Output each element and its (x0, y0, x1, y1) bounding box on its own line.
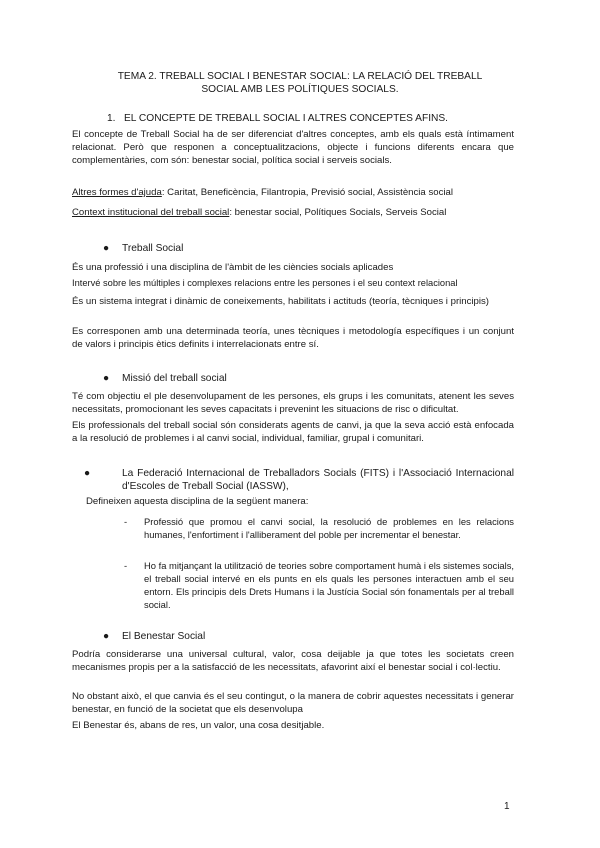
bullet-marker: ● (103, 373, 110, 384)
benestar-p1: Podría considerarse una universal cultural, valor, cosa deijable ja que totes les societats creen mecanismes propis per a la satisfacció de les necessitats, afavorint així el benestar social i col·lectiu. (72, 649, 514, 673)
bullet-title: La Federació Internacional de Treballadors Socials (FITS) i l'Associació Internacional d'Escoles de Treball Social (IASSW), (122, 468, 514, 492)
bullet-text (84, 467, 514, 493)
bullet-marker: ● (84, 468, 91, 479)
bullet-treball-social (103, 242, 183, 255)
page-number: 1 (504, 801, 510, 812)
treball-social-p1: És una professió i una disciplina de l'àmbit de les ciències socials aplicades (72, 262, 394, 273)
bullet-missio (103, 372, 227, 385)
altres-formes-line (72, 186, 514, 199)
context-institucional-line (72, 206, 514, 219)
treball-social-p4: Es corresponen amb una determinada teoría, unes tècniques i metodología específiques i un conjunt de valors i principis ètics definits i interrelacionats entre sí. (72, 326, 514, 350)
treball-social-p3: És un sistema integrat i dinàmic de coneixements, habilitats i actituds (teoría, tècniques i principis) (72, 296, 489, 307)
bullet-marker: ● (103, 631, 110, 642)
intro-paragraph: El concepte de Treball Social ha de ser diferenciat d'altres conceptes, amb els quals està íntimament relacionat. Però que responen a conceptualitzacions, objecte i funcions diferents encara que complementàries, com són: benestar social, política social i serveis socials. (72, 129, 514, 166)
dash-marker: - (124, 560, 128, 571)
fits-item-text: Professió que promou el canvi social, la resolució de problemes en les relacions humanes, l'enfortiment i l'alliberament del poble per incrementar el benestar. (144, 516, 514, 540)
altres-formes-label: Altres formes d'ajuda (72, 187, 162, 198)
fits-intro: Defineixen aquesta disciplina de la següent manera: (86, 496, 309, 507)
bullet-title: Treball Social (122, 243, 184, 254)
fits-item (124, 515, 514, 541)
page-title: TEMA 2. TREBALL SOCIAL I BENESTAR SOCIAL: LA RELACIÓ DEL TREBALL SOCIAL AMB LES POLÍTIQUES SOCIALS. (117, 71, 483, 95)
context-institucional-label: Context institucional del treball social (72, 207, 230, 218)
benestar-p3: El Benestar és, abans de res, un valor, una cosa desitjable. (72, 720, 325, 731)
bullet-title: El Benestar Social (122, 631, 206, 642)
section-heading-text: EL CONCEPTE DE TREBALL SOCIAL I ALTRES CONCEPTES AFINS. (124, 113, 449, 124)
context-institucional-text: : benestar social, Polítiques Socials, Serveis Social (229, 207, 447, 218)
bullet-fits (84, 467, 514, 493)
benestar-p2: No obstant això, el que canvia és el seu contingut, o la manera de cobrir aquestes necessitats i generar benestar, en funció de la societat que els desenvolupa (72, 691, 514, 715)
missio-p1: Té com objectiu el ple desenvolupament de les persones, els grups i les comunitats, atenent les seves necessitats, promocionant les seves capacitats i prevenint les situacions de risc o dificultat. (72, 391, 514, 415)
altres-formes-text: : Caritat, Beneficència, Filantropia, Previsió social, Assistència social (161, 187, 453, 198)
missio-p2: Els professionals del treball social són considerats agents de canvi, ja que la seva acció està enfocada a la resolució de problemes i al canvi social, individual, familiar, grupal i comunitari. (72, 420, 514, 444)
bullet-marker: ● (103, 243, 110, 254)
bullet-benestar (103, 630, 205, 643)
section-number: 1. (107, 113, 116, 124)
bullet-title: Missió del treball social (122, 373, 227, 384)
fits-item (124, 559, 514, 611)
treball-social-p2: Intervé sobre les múltiples i complexes relacions entre les persones i el seu context relacional (72, 278, 458, 288)
dash-marker: - (124, 516, 128, 527)
fits-item-text: Ho fa mitjançant la utilització de teories sobre comportament humà i els sistemes socials, el treball social intervé en els punts en els quals les persones interactuen amb el seu entorn. Els principis dels Drets Humans i la Justícia Social són fonamentals per al treball social. (144, 560, 514, 610)
section-heading (107, 112, 448, 125)
